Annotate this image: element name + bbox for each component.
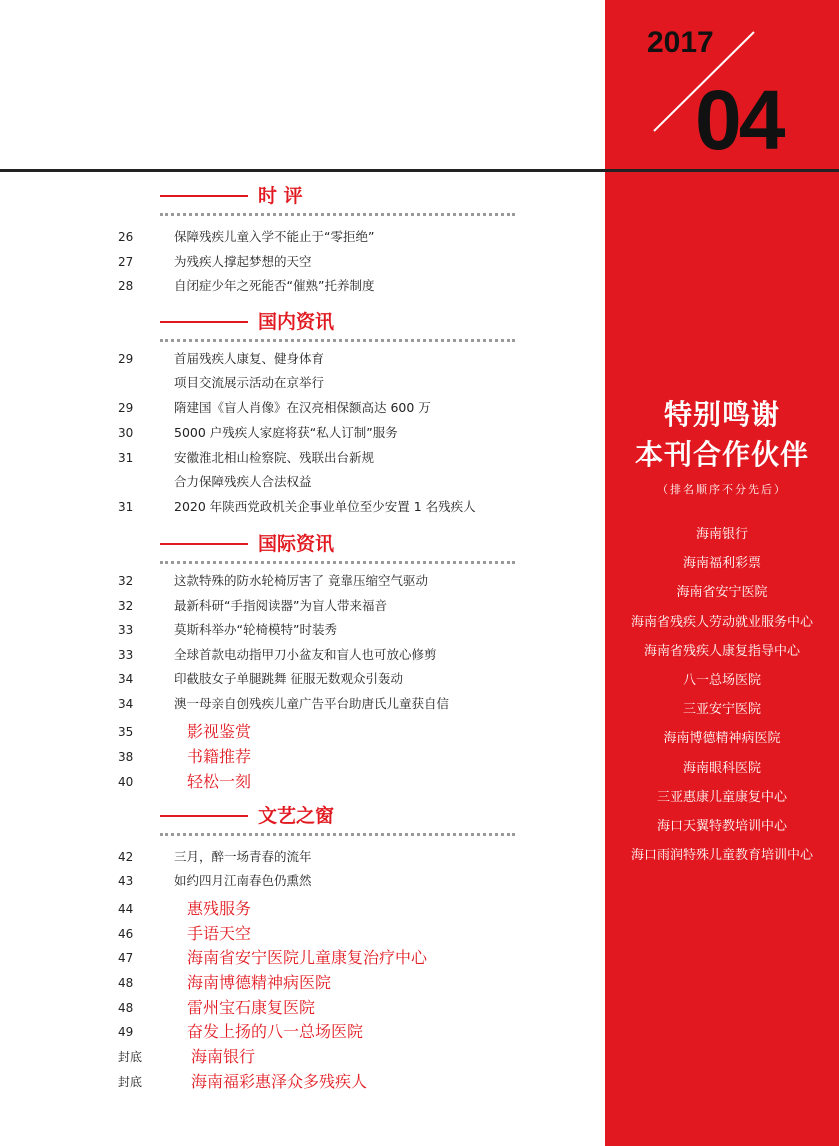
page-number: 29 <box>118 401 134 415</box>
toc-entry[interactable] <box>0 619 600 641</box>
page-number: 29 <box>118 352 134 366</box>
toc-feature-entry[interactable] <box>0 721 600 743</box>
partner-item: 三亚安宁医院 <box>682 702 761 718</box>
header-rule <box>0 169 839 172</box>
entry-title: 保障残疾儿童入学不能止于“零拒绝” <box>174 229 375 244</box>
entry-title: 奋发上扬的八一总场医院 <box>187 1022 364 1041</box>
page-number: 46 <box>118 927 134 941</box>
entry-title: 合力保障残疾人合法权益 <box>174 474 312 489</box>
issue-year: 2017 <box>647 26 714 59</box>
toc-feature-entry[interactable] <box>0 1021 600 1043</box>
entry-title: 雷州宝石康复医院 <box>187 998 316 1017</box>
toc-feature-entry[interactable] <box>0 771 600 793</box>
toc-entry[interactable] <box>0 275 600 297</box>
entry-title: 三月，醉一场青春的流年 <box>174 849 312 864</box>
toc-entry[interactable] <box>0 644 600 666</box>
entry-title: 海南银行 <box>191 1047 256 1066</box>
toc-feature-entry[interactable] <box>0 898 600 920</box>
entry-title: 安徽淮北相山检察院、残联出台新规 <box>174 450 375 465</box>
section-bar <box>160 321 248 323</box>
entry-title: 海南省安宁医院儿童康复治疗中心 <box>187 948 428 967</box>
partner-item: 三亚惠康儿童康复中心 <box>656 789 787 805</box>
page-number: 48 <box>118 1001 134 1015</box>
entry-title: 项目交流展示活动在京举行 <box>174 375 325 390</box>
entry-title: 隋建国《盲人肖像》在汉亮相保额高达 600 万 <box>174 400 431 415</box>
dotted-divider <box>160 213 515 216</box>
dotted-divider <box>160 833 515 836</box>
entry-title: 莫斯科举办“轮椅模特”时装秀 <box>174 622 337 637</box>
toc-entry[interactable] <box>0 447 600 469</box>
page-number: 27 <box>118 255 134 269</box>
partner-item: 海南银行 <box>695 527 748 542</box>
page-number: 31 <box>118 451 134 465</box>
toc-entry[interactable] <box>0 226 600 248</box>
partner-item: 海南眼科医院 <box>682 760 761 776</box>
toc-feature-entry[interactable] <box>0 972 600 994</box>
toc-entry[interactable] <box>0 422 600 444</box>
page-number: 43 <box>118 874 134 888</box>
page-number: 47 <box>118 951 134 965</box>
toc-entry[interactable] <box>0 668 600 690</box>
ranking-note: （排名顺序不分先后） <box>657 483 787 496</box>
toc-entry[interactable] <box>0 372 600 394</box>
toc-entry[interactable] <box>0 870 600 892</box>
partner-item: 海南福利彩票 <box>682 556 761 572</box>
partner-item: 海南博德精神病医院 <box>663 731 781 747</box>
entry-title: 影视鉴赏 <box>187 722 252 741</box>
entry-title: 2020 年陕西党政机关企事业单位至少安置 1 名残疾人 <box>174 499 476 514</box>
partner-item: 海南省残疾人康复指导中心 <box>643 643 800 659</box>
toc-entry[interactable] <box>0 496 600 518</box>
page-number: 34 <box>118 697 134 711</box>
page-number: 40 <box>118 775 134 789</box>
toc-entry[interactable] <box>0 595 600 617</box>
section-bar <box>160 195 248 197</box>
toc-entry[interactable] <box>0 397 600 419</box>
toc-entry[interactable] <box>0 846 600 868</box>
entry-title: 轻松一刻 <box>187 772 252 791</box>
page-number: 42 <box>118 850 134 864</box>
page-number: 32 <box>118 574 134 588</box>
section-title: 国内资讯 <box>258 311 335 333</box>
toc-feature-entry[interactable] <box>0 1046 600 1068</box>
entry-title: 自闭症少年之死能否“催熟”托养制度 <box>174 278 375 293</box>
entry-title: 这款特殊的防水轮椅厉害了 竟靠压缩空气驱动 <box>174 573 428 588</box>
page-number: 35 <box>118 725 134 739</box>
page-number: 38 <box>118 750 134 764</box>
entry-title: 海南博德精神病医院 <box>187 973 332 992</box>
page-number: 33 <box>118 623 134 637</box>
dotted-divider <box>160 561 515 564</box>
toc-entry[interactable] <box>0 693 600 715</box>
partner-item: 海口天翼特教培训中心 <box>656 818 787 834</box>
page-number: 49 <box>118 1025 134 1039</box>
entry-title: 全球首款电动指甲刀小盆友和盲人也可放心修剪 <box>174 647 437 662</box>
page-number: 33 <box>118 648 134 662</box>
dotted-divider <box>160 339 515 342</box>
section-bar <box>160 543 248 545</box>
entry-title: 印截肢女子单腿跳舞 征服无数观众引轰动 <box>174 671 403 686</box>
partner-item: 海南省残疾人劳动就业服务中心 <box>630 614 813 630</box>
partner-item: 海南省安宁医院 <box>676 585 768 601</box>
page-number: 48 <box>118 976 134 990</box>
toc-feature-entry[interactable] <box>0 1071 600 1093</box>
entry-title: 海南福彩惠泽众多残疾人 <box>191 1072 368 1091</box>
entry-title: 5000 户残疾人家庭将获“私人订制”服务 <box>174 425 398 440</box>
page-number: 32 <box>118 599 134 613</box>
entry-title: 书籍推荐 <box>187 747 252 766</box>
page-number: 封底 <box>118 1050 143 1064</box>
section-title: 文艺之窗 <box>258 805 335 827</box>
page-number: 封底 <box>118 1075 143 1089</box>
partner-item: 海口雨润特殊儿童教育培训中心 <box>630 848 813 864</box>
toc-entry[interactable] <box>0 348 600 370</box>
entry-title: 手语天空 <box>187 924 252 943</box>
section-title: 时 评 <box>258 185 303 207</box>
entry-title: 惠残服务 <box>187 899 252 918</box>
entry-title: 最新科研“手指阅读器”为盲人带来福音 <box>174 598 387 613</box>
section-title: 国际资讯 <box>258 533 335 555</box>
page-number: 44 <box>118 902 134 916</box>
toc-feature-entry[interactable] <box>0 746 600 768</box>
page-number: 34 <box>118 672 134 686</box>
thanks-heading-line2: 本刊合作伙伴 <box>634 438 809 471</box>
toc-entry[interactable] <box>0 570 600 592</box>
toc-entry[interactable] <box>0 471 600 493</box>
entry-title: 为残疾人撑起梦想的天空 <box>174 254 312 269</box>
section-bar <box>160 815 248 817</box>
page-number: 26 <box>118 230 134 244</box>
issue-number: 04 <box>695 73 783 167</box>
toc-entry[interactable] <box>0 251 600 273</box>
partner-item: 八一总场医院 <box>682 672 761 688</box>
partner-list <box>605 520 839 870</box>
page-number: 31 <box>118 500 134 514</box>
toc-feature-entry[interactable] <box>0 923 600 945</box>
entry-title: 如约四月江南春色仍熏然 <box>174 873 312 888</box>
entry-title: 澳一母亲自创残疾儿童广告平台助唐氏儿童获自信 <box>174 696 450 711</box>
toc-feature-entry[interactable] <box>0 947 600 969</box>
thanks-heading-line1: 特别鸣谢 <box>663 398 780 431</box>
page-number: 28 <box>118 279 134 293</box>
page-number: 30 <box>118 426 134 440</box>
entry-title: 首届残疾人康复、健身体育 <box>174 351 325 366</box>
toc-feature-entry[interactable] <box>0 997 600 1019</box>
